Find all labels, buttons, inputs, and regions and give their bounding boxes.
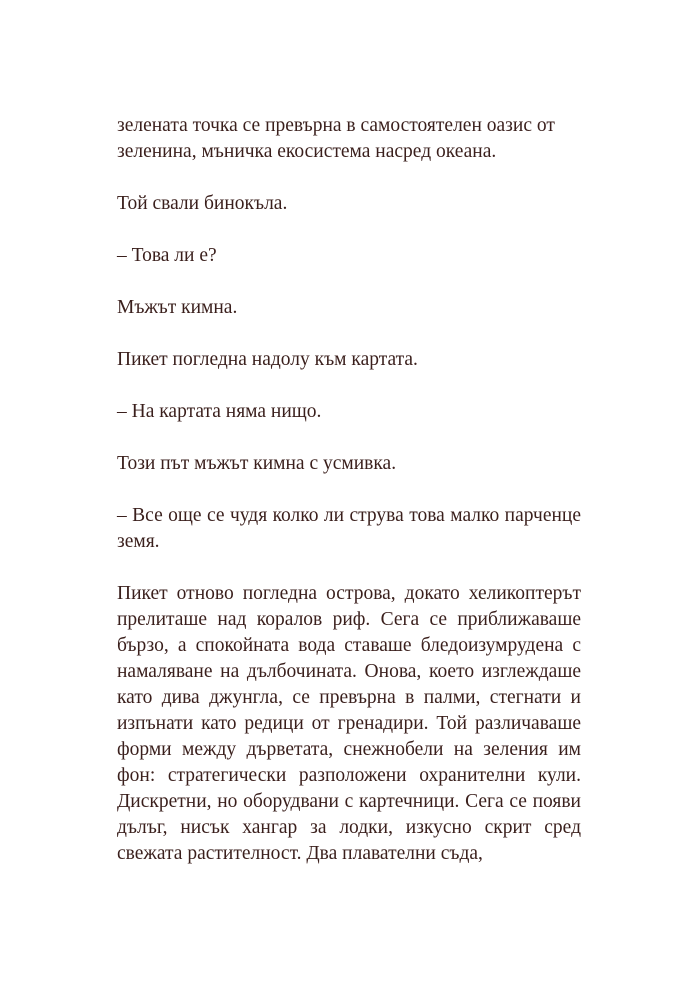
- paragraph-binoculars: Той свали бинокъла.: [117, 193, 288, 214]
- paragraph-oasis: зелената точка се превърна в самостоятелен оазис от зеленина, мъничка екосистема насред океана.: [117, 115, 555, 162]
- dialogue-is-this-it: – Това ли е?: [117, 245, 217, 266]
- paragraph-looked-at-map: Пикет погледна надолу към картата.: [117, 349, 418, 370]
- document-page: [117, 113, 581, 867]
- paragraph-island-description: Пикет отново погледна острова, докато хеликоптерът прелиташе над коралов риф. Сега се приближаваше бързо, а спокойната вода ставаше бледоизумрудена с намаляване на дълбочината. Онова, което изглеждаше като дива джунгла, се превърна в палми, стегнати и изпънати като редици от гренадири. Той различаваше форми между дърветата, снежнобели на зеления им фон: стратегически разположени охранителни кули. Дискретни, но оборудвани с картечници. Сега се появи дълъг, нисък хангар за лодки, изкусно скрит сред свежата растителност. Два плавателни съда,: [117, 583, 581, 864]
- dialogue-land-price: – Все още се чудя колко ли струва това малко парченце земя.: [117, 505, 581, 552]
- paragraph-man-nodded: Мъжът кимна.: [117, 297, 238, 318]
- dialogue-nothing-on-map: – На картата няма нищо.: [117, 401, 322, 422]
- paragraph-nodded-smiling: Този път мъжът кимна с усмивка.: [117, 453, 397, 474]
